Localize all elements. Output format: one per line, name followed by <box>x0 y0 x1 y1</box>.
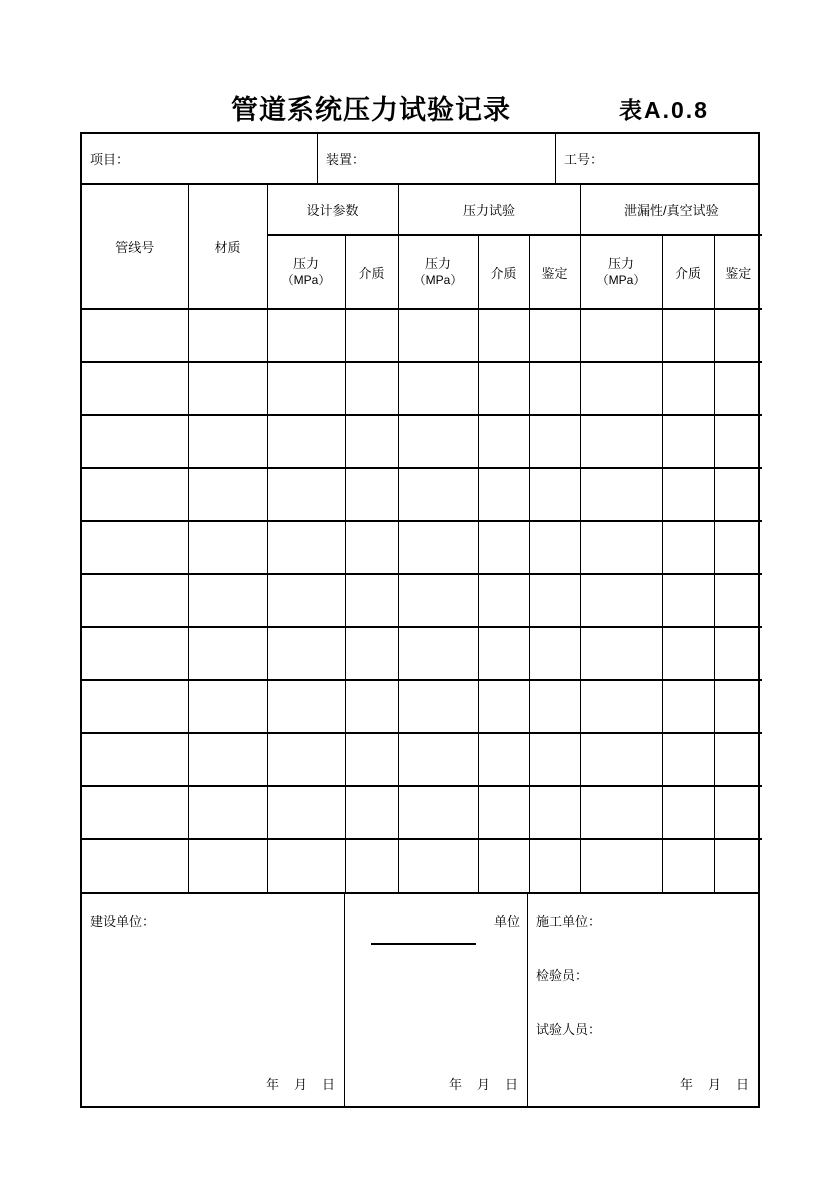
data-cell <box>714 415 762 468</box>
data-cell <box>345 627 398 680</box>
data-cell <box>82 680 188 733</box>
data-cell <box>529 627 580 680</box>
data-cell <box>345 415 398 468</box>
data-cell <box>398 574 478 627</box>
data-cell <box>662 574 714 627</box>
data-cell <box>662 415 714 468</box>
table-row <box>82 786 762 839</box>
blank-space <box>345 945 527 1074</box>
pressure-label: 压力 <box>608 256 635 272</box>
data-cell <box>188 521 267 574</box>
work-no-field <box>555 134 758 183</box>
data-cell <box>398 733 478 786</box>
data-cell <box>662 786 714 839</box>
data-cell <box>267 839 345 892</box>
page-title: 管道系统压力试验记录 <box>231 95 511 125</box>
contractor-unit-label: 施工单位： <box>536 914 602 929</box>
data-cell <box>529 786 580 839</box>
builder-date-label: 年 月 日 <box>265 1077 336 1092</box>
data-cell <box>580 521 662 574</box>
inspector-label: 检验员： <box>536 968 589 983</box>
data-cell <box>267 574 345 627</box>
data-cell <box>529 680 580 733</box>
data-cell <box>662 521 714 574</box>
data-cell <box>714 627 762 680</box>
data-cell <box>714 468 762 521</box>
data-cell <box>345 309 398 362</box>
data-cell <box>714 521 762 574</box>
data-cell <box>267 309 345 362</box>
test-rows <box>82 309 762 892</box>
table-row <box>82 733 762 786</box>
pressure-unit-label: （MPa） <box>413 272 463 287</box>
data-cell <box>398 680 478 733</box>
data-cell <box>662 468 714 521</box>
table-row <box>82 574 762 627</box>
data-cell <box>714 733 762 786</box>
data-cell <box>529 521 580 574</box>
contractor-unit-cell <box>527 894 758 1106</box>
data-cell <box>580 733 662 786</box>
data-cell <box>82 362 188 415</box>
data-cell <box>478 362 529 415</box>
data-cell <box>662 627 714 680</box>
table-row <box>82 839 762 892</box>
data-cell <box>580 574 662 627</box>
data-cell <box>345 574 398 627</box>
group-header-leak-vacuum-test: 泄漏性/真空试验 <box>580 185 762 235</box>
data-cell <box>82 309 188 362</box>
signature-footer <box>82 892 758 1106</box>
data-cell <box>529 839 580 892</box>
table-code: 表A.0.8 <box>619 97 709 123</box>
data-cell <box>345 362 398 415</box>
device-label: 装置： <box>326 152 366 167</box>
data-cell <box>478 733 529 786</box>
data-cell <box>398 786 478 839</box>
blank-space <box>528 1038 758 1074</box>
data-cell <box>188 786 267 839</box>
table-row <box>82 415 762 468</box>
data-cell <box>580 680 662 733</box>
header-group-row <box>82 185 762 235</box>
data-cell <box>662 839 714 892</box>
col-header-test-pressure <box>398 235 478 309</box>
test-record-table <box>82 185 762 892</box>
data-cell <box>188 362 267 415</box>
col-header-design-medium: 介质 <box>345 235 398 309</box>
work-no-label: 工号： <box>564 152 604 167</box>
data-cell <box>398 521 478 574</box>
contractor-date-label: 年 月 日 <box>679 1077 750 1092</box>
middle-unit-cell <box>344 894 527 1106</box>
table-row <box>82 627 762 680</box>
data-cell <box>267 627 345 680</box>
data-cell <box>267 786 345 839</box>
data-cell <box>267 733 345 786</box>
data-cell <box>478 839 529 892</box>
pressure-unit-label: （MPa） <box>281 272 331 287</box>
unit-label: 单位 <box>493 914 520 929</box>
project-field <box>82 134 317 183</box>
info-row <box>82 134 758 185</box>
table-row <box>82 680 762 733</box>
table-row <box>82 521 762 574</box>
data-cell <box>267 468 345 521</box>
data-cell <box>714 574 762 627</box>
data-cell <box>345 680 398 733</box>
pressure-unit-label: （MPa） <box>596 272 646 287</box>
data-cell <box>345 468 398 521</box>
data-cell <box>529 733 580 786</box>
data-cell <box>580 415 662 468</box>
pressure-label: 压力 <box>425 256 452 272</box>
data-cell <box>478 680 529 733</box>
blank-space <box>82 930 344 1074</box>
data-cell <box>714 680 762 733</box>
data-cell <box>267 362 345 415</box>
data-cell <box>478 786 529 839</box>
table-row <box>82 362 762 415</box>
data-cell <box>188 839 267 892</box>
col-header-leak-pressure <box>580 235 662 309</box>
data-cell <box>529 574 580 627</box>
data-cell <box>188 309 267 362</box>
data-cell <box>478 468 529 521</box>
data-cell <box>267 521 345 574</box>
tester-label: 试验人员： <box>536 1022 602 1037</box>
data-cell <box>82 521 188 574</box>
col-header-leak-medium: 介质 <box>662 235 714 309</box>
data-cell <box>188 680 267 733</box>
data-cell <box>267 415 345 468</box>
data-cell <box>580 468 662 521</box>
data-cell <box>580 786 662 839</box>
data-cell <box>580 309 662 362</box>
data-cell <box>345 521 398 574</box>
pressure-test-form <box>80 132 760 1108</box>
data-cell <box>714 839 762 892</box>
col-header-material: 材质 <box>188 185 267 309</box>
data-cell <box>714 362 762 415</box>
table-row <box>82 309 762 362</box>
builder-unit-cell <box>82 894 344 1106</box>
data-cell <box>580 362 662 415</box>
col-header-test-verdict: 鉴定 <box>529 235 580 309</box>
data-cell <box>662 309 714 362</box>
data-cell <box>188 415 267 468</box>
col-header-pipeline-no: 管线号 <box>82 185 188 309</box>
data-cell <box>398 468 478 521</box>
data-cell <box>82 415 188 468</box>
data-cell <box>478 415 529 468</box>
data-cell <box>82 733 188 786</box>
data-cell <box>82 468 188 521</box>
data-cell <box>478 521 529 574</box>
data-cell <box>188 468 267 521</box>
pressure-label: 压力 <box>292 256 319 272</box>
data-cell <box>580 627 662 680</box>
col-header-test-medium: 介质 <box>478 235 529 309</box>
device-field <box>317 134 555 183</box>
data-cell <box>188 627 267 680</box>
group-header-design-params: 设计参数 <box>267 185 398 235</box>
data-cell <box>714 309 762 362</box>
data-cell <box>82 786 188 839</box>
data-cell <box>398 627 478 680</box>
data-cell <box>82 839 188 892</box>
data-cell <box>580 839 662 892</box>
data-cell <box>345 839 398 892</box>
group-header-pressure-test: 压力试验 <box>398 185 580 235</box>
col-header-leak-verdict: 鉴定 <box>714 235 762 309</box>
data-cell <box>529 468 580 521</box>
data-cell <box>82 574 188 627</box>
data-cell <box>398 415 478 468</box>
data-cell <box>398 362 478 415</box>
data-cell <box>662 680 714 733</box>
data-cell <box>529 309 580 362</box>
project-label: 项目： <box>90 152 130 167</box>
data-cell <box>478 574 529 627</box>
data-cell <box>478 627 529 680</box>
data-cell <box>478 309 529 362</box>
data-cell <box>529 362 580 415</box>
data-cell <box>529 415 580 468</box>
data-cell <box>345 733 398 786</box>
data-cell <box>82 627 188 680</box>
data-cell <box>188 733 267 786</box>
data-cell <box>267 680 345 733</box>
table-row <box>82 468 762 521</box>
data-cell <box>662 733 714 786</box>
data-cell <box>662 362 714 415</box>
data-cell <box>714 786 762 839</box>
builder-unit-label: 建设单位： <box>90 914 156 929</box>
data-cell <box>188 574 267 627</box>
data-cell <box>398 309 478 362</box>
col-header-design-pressure <box>267 235 345 309</box>
middle-date-label: 年 月 日 <box>448 1077 519 1092</box>
data-cell <box>345 786 398 839</box>
data-cell <box>398 839 478 892</box>
